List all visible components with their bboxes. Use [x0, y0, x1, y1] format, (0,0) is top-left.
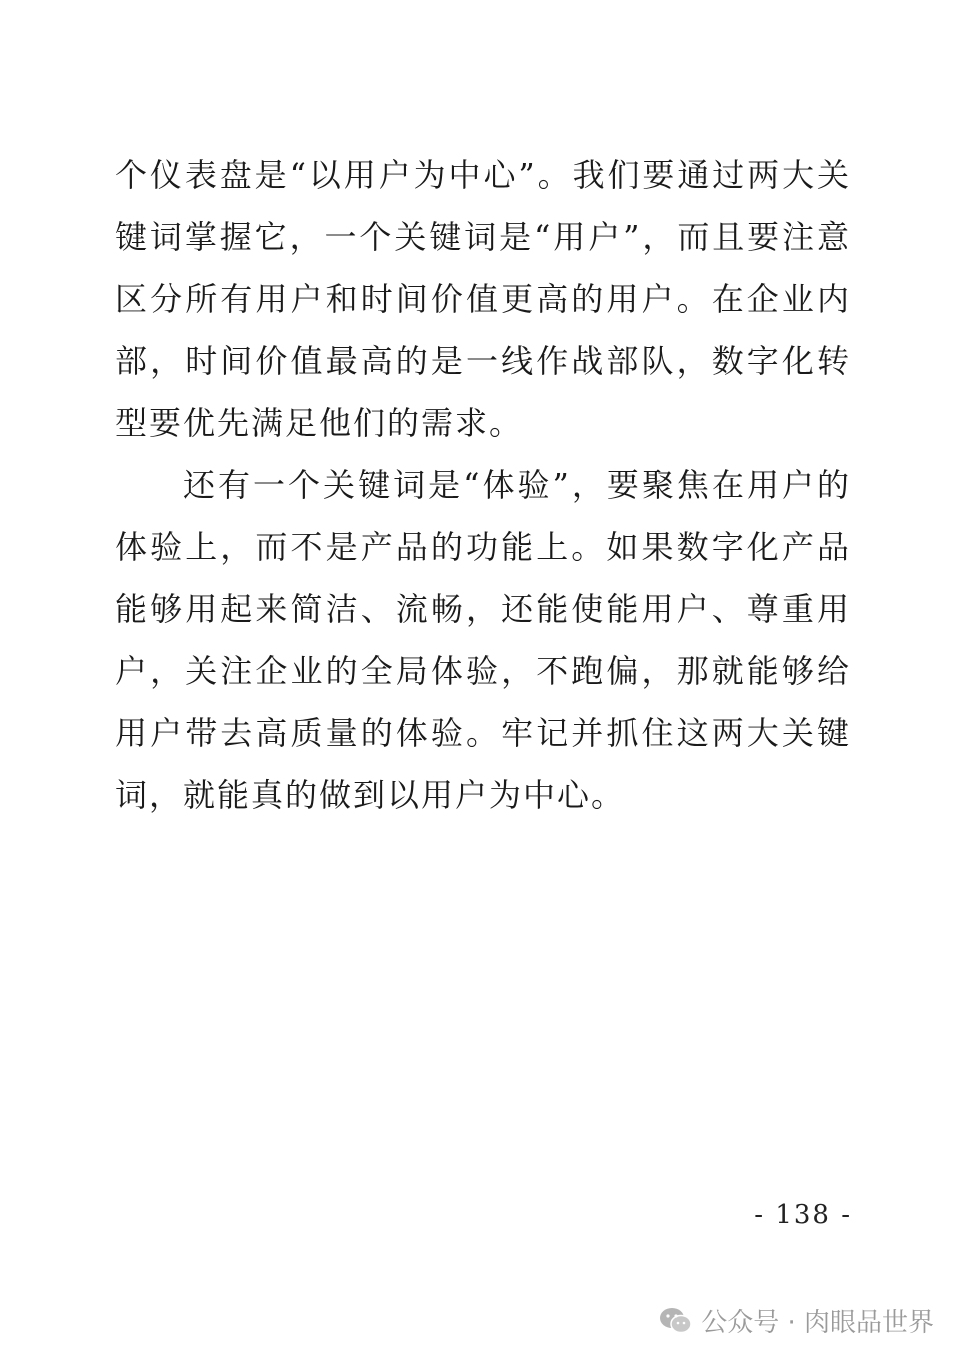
paragraph-1: 个仪表盘是“以用户为中心”。我们要通过两大关键词掌握它，一个关键词是“用户”，而且要注意区分所有用户和时间价值更高的用户。在企业内部，时间价值最高的是一线作战部队，数字化转型要优先满足他们的需求。	[115, 156, 851, 442]
paragraph-2: 还有一个关键词是“体验”，要聚焦在用户的体验上，而不是产品的功能上。如果数字化产品能够用起来简洁、流畅，还能使能用户、尊重用户，关注企业的全局体验，不跑偏，那就能够给用户带去高质量的体验。牢记并抓住这两大关键词，就能真的做到以用户为中心。	[115, 466, 851, 814]
wechat-icon	[659, 1306, 693, 1336]
page-number: - 138 -	[754, 1200, 852, 1230]
watermark-text: 公众号 · 肉眼品世界	[701, 1308, 934, 1338]
watermark	[659, 1302, 934, 1339]
document-body	[115, 144, 851, 826]
